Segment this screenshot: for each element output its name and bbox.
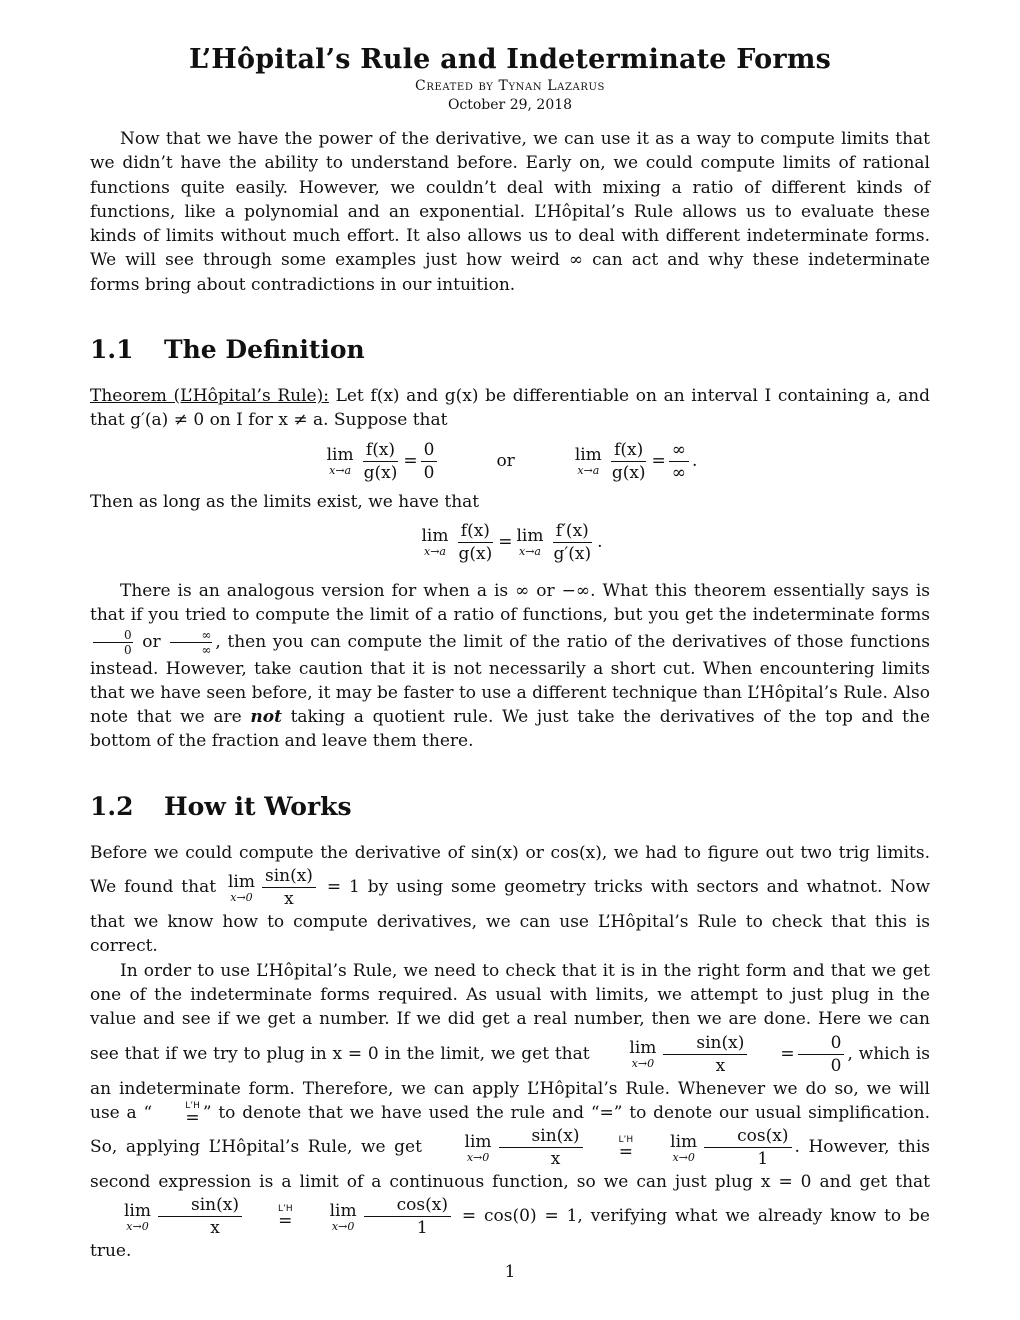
fraction: $\frac{f'(x)}{g'(x)}$: [553, 520, 592, 564]
page-number: 1: [504, 1262, 516, 1282]
fraction: $\frac{f(x)}{g(x)}$: [363, 439, 398, 483]
hypothesis-equation: lim x→a $\frac{f(x)}{g(x)}$ = $\frac{0}{0}$ or lim x→a $\frac{f(x)}{g(x)}$ = $\frac{\infty}{\infty}$ .: [326, 439, 698, 483]
intro-paragraph: Now that we have the power of the derivative, we can use it as a way to compute limits that we didn’t have the ability to understand before. Early on, we could compute limits of rational functions quite easily. However, we couldn’t deal with mixing a ratio of different kinds of functions, like a polynomial and an exponential. L’Hôpital’s Rule allows us to evaluate these kinds of limits without much effort. It also allows us to deal with different indeterminate forms. We will see through some examples just how weird ∞ can act and why these indeterminate forms bring about contradictions in our intuition.: [90, 129, 930, 295]
document-date: October 29, 2018: [447, 97, 573, 113]
then-text: Then as long as the limits exist, we have that: [90, 491, 480, 512]
section-title: How it Works: [164, 791, 352, 821]
fraction: $\frac{0}{0}$: [93, 628, 133, 657]
theorem-label: Theorem (L’Hôpital’s Rule):: [90, 386, 329, 407]
section-heading-how-it-works: [90, 792, 930, 821]
explanation-paragraph: There is an analogous version for when a is ∞ or −∞. What this theorem essentially says is that if you tried to compute the limit of a ratio of functions, but you get the indeterminate forms $\frac{0}{0}$ or $\frac{\infty}{\infty}$ , then you can compute the limit of the ratio of the derivatives of those functions instead. However, take caution that it is not necessarily a short cut. When encountering limits that we have seen before, it may be faster to use a different technique than L’Hôpital’s Rule. Also note that we are not taking a quotient rule. We just take the derivatives of the top and the bottom of the fraction and leave them there.: [90, 580, 931, 752]
document-page: [90, 38, 930, 1264]
fraction: $\frac{0}{0}$: [421, 439, 438, 484]
limit-operator: lim x→a: [326, 445, 354, 478]
section-title: The Definition: [164, 335, 365, 365]
document-title: L’Hôpital’s Rule and Indeterminate Forms: [189, 44, 831, 75]
limit-operator: lim x→a: [574, 445, 602, 478]
limit-operator: lim x→a: [421, 526, 449, 559]
section-number: 1.2: [90, 791, 134, 821]
or-word: or: [496, 451, 515, 472]
section-number: 1.1: [90, 335, 134, 365]
section-heading-definition: [90, 335, 930, 364]
fraction: $\frac{f(x)}{g(x)}$: [458, 520, 493, 564]
theorem-text: Let f(x) and g(x) be differentiable on an interval I containing a, and that g′(a) ≠ 0 on I for x ≠ a. Suppose that: [90, 386, 930, 431]
emphasis-not: not: [250, 707, 282, 728]
limit-operator: lim x→a: [516, 526, 544, 559]
theorem-statement: [90, 384, 930, 433]
conclusion-equation: lim x→a $\frac{f(x)}{g(x)}$ = lim x→a $\frac{f'(x)}{g'(x)}$ .: [421, 520, 603, 564]
how-paragraph-1: Before we could compute the derivative of sin(x) or cos(x), we had to figure out two trig limits. We found that lim x→0 $\frac{\sin(x)}{x}$ = 1 by using some geometry tricks with sectors and whatnot. Now that we know how to compute derivatives, we can use L’Hôpital’s Rule to check that this is correct.: [90, 842, 930, 957]
fraction: $\frac{\infty}{\infty}$: [170, 628, 212, 657]
fraction: $\frac{f(x)}{g(x)}$: [611, 439, 646, 483]
author-line: Created by Tynan Lazarus: [415, 78, 605, 94]
fraction: $\frac{\infty}{\infty}$: [669, 439, 689, 484]
how-paragraph-2: In order to use L’Hôpital’s Rule, we need to check that it is in the right form and that we get one of the indeterminate forms required. As usual with limits, we attempt to just plug in the value and see if we get a number. If we did get a real number, then we are done. Here we can see that if we try to plug in x = 0 in the limit, we get that lim x→0 $\frac{\sin(x)}{x}$ = $\frac{0}{0}$ , which is an indeterminate form. Therefore, we can apply L’Hôpital’s Rule. Whenever we do so, we will use a “ L’H = ” to denote that we have used the rule and “=” to denote our usual simplification. So, applying L’Hôpital’s Rule, we get lim x→0 $\frac{\sin(x)}{x}$ L’H = lim x→0 $\frac{\cos(x)}{1}$ . However, this second expression is a limit of a continuous function, so we can just plug x = 0 and get that lim x→0 $\frac{\sin(x)}{x}$ L’H = lim x→0 $\frac{\cos(x)}{1}$ = cos(0) = 1, verifying what we already know to be true.: [90, 960, 931, 1262]
